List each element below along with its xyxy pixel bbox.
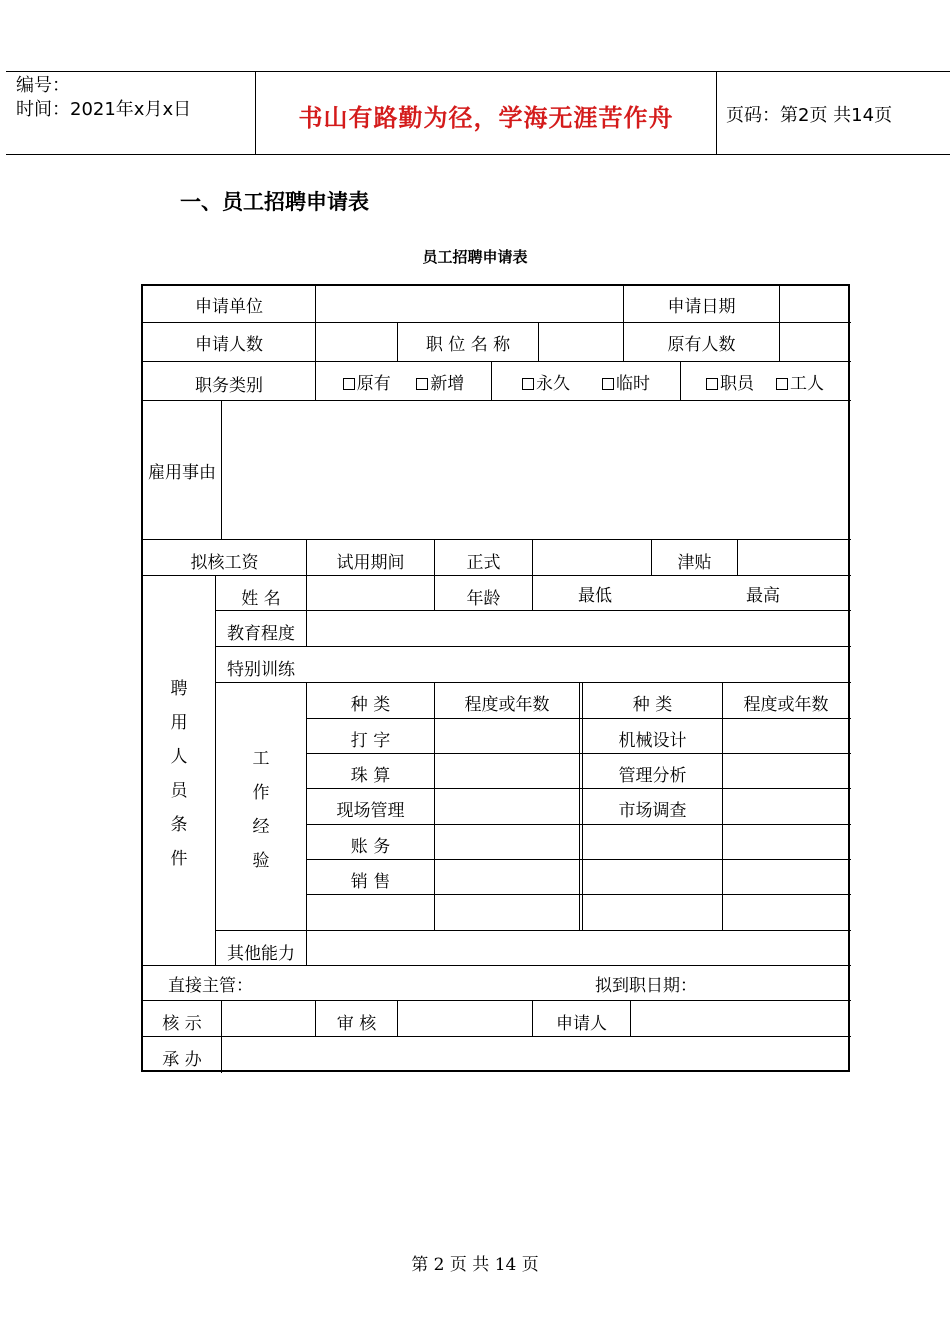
label-hire-reason: 雇用事由	[148, 462, 216, 483]
field-review[interactable]	[398, 1001, 532, 1036]
label-name: 姓 名	[241, 589, 281, 609]
exp-abacus: 珠 算	[350, 765, 391, 786]
label-formal: 正式	[466, 553, 501, 573]
label-position-name: 职 位 名 称	[425, 334, 511, 355]
field-apply-unit[interactable]	[316, 286, 623, 323]
label-original-count: 原有人数	[667, 334, 736, 355]
header-motto: 书山有路勤为径，学海无涯苦作舟	[298, 104, 674, 132]
checkbox-original[interactable]: 原有	[343, 369, 391, 394]
field-special-training[interactable]	[307, 647, 849, 682]
label-report-date: 拟到职日期：	[595, 975, 697, 996]
field-applicant[interactable]	[631, 1001, 849, 1036]
label-hire-conditions: 聘 用 人 员 条 件	[170, 679, 188, 869]
checkbox-permanent[interactable]: 永久	[522, 369, 570, 394]
label-allowance: 津贴	[677, 553, 712, 573]
checkbox-staff[interactable]: 职员	[706, 369, 754, 394]
header-kind-left: 种 类	[350, 695, 391, 715]
exp-mgmt-analysis: 管理分析	[618, 765, 687, 786]
label-special-training: 特别训练	[227, 660, 295, 680]
checkbox-temporary[interactable]: 临时	[602, 369, 650, 394]
exp-accounting: 账 务	[350, 836, 391, 857]
field-apply-count[interactable]	[316, 323, 397, 361]
header-level-left: 程度或年数	[464, 695, 550, 715]
label-review: 审 核	[336, 1014, 377, 1034]
time-label: 时间：2021年x月x日	[16, 99, 192, 120]
label-age: 年龄	[466, 589, 501, 609]
field-original-count[interactable]	[780, 323, 849, 361]
group-permanent-temporary	[492, 362, 680, 400]
exp-site-management: 现场管理	[336, 801, 405, 821]
exp-typing: 打 字	[350, 730, 391, 751]
group-staff-worker	[681, 362, 849, 400]
field-apply-date[interactable]	[780, 286, 849, 323]
label-job-category: 职务类别	[195, 375, 263, 396]
exp-market-research: 市场调查	[618, 801, 687, 821]
section-title: 一、员工招聘申请表	[180, 190, 369, 214]
header-page-number: 页码：第2页 共14页	[726, 105, 893, 126]
label-applicant: 申请人	[556, 1014, 607, 1034]
serial-label: 编号：	[16, 75, 70, 96]
field-formal[interactable]	[533, 540, 651, 575]
field-approve[interactable]	[222, 1001, 315, 1036]
header-level-right: 程度或年数	[743, 695, 829, 715]
label-apply-date: 申请日期	[667, 297, 736, 317]
label-approve: 核 示	[162, 1014, 202, 1034]
label-age-min: 最低	[578, 586, 612, 606]
label-direct-supervisor: 直接主管：	[168, 975, 253, 996]
exp-sales: 销 售	[350, 871, 391, 892]
label-apply-unit: 申请单位	[195, 297, 263, 317]
label-apply-count: 申请人数	[195, 334, 263, 355]
field-name[interactable]	[307, 576, 434, 611]
label-probation: 试用期间	[336, 553, 405, 573]
label-handler: 承 办	[162, 1049, 202, 1070]
field-position-name[interactable]	[539, 323, 623, 361]
checkbox-worker[interactable]: 工人	[776, 369, 824, 394]
checkbox-new[interactable]: 新增	[416, 369, 464, 394]
label-other-ability: 其他能力	[227, 943, 295, 964]
field-education[interactable]	[307, 611, 849, 646]
exp-mech-design: 机械设计	[618, 730, 687, 751]
label-work-experience: 工 作 经 验	[252, 749, 270, 871]
field-handler[interactable]	[222, 1037, 849, 1071]
field-other-ability[interactable]	[307, 931, 849, 965]
table-title: 员工招聘申请表	[422, 248, 528, 266]
label-education: 教育程度	[227, 624, 295, 644]
field-allowance[interactable]	[738, 540, 849, 575]
header-kind-right: 种 类	[632, 695, 673, 715]
field-hire-reason[interactable]	[222, 401, 849, 539]
header-info	[16, 74, 191, 122]
label-age-max: 最高	[746, 586, 780, 606]
label-proposed-salary: 拟核工资	[190, 553, 259, 573]
group-original-new	[316, 362, 491, 400]
page-footer: 第 2 页 共 14 页	[411, 1255, 539, 1275]
